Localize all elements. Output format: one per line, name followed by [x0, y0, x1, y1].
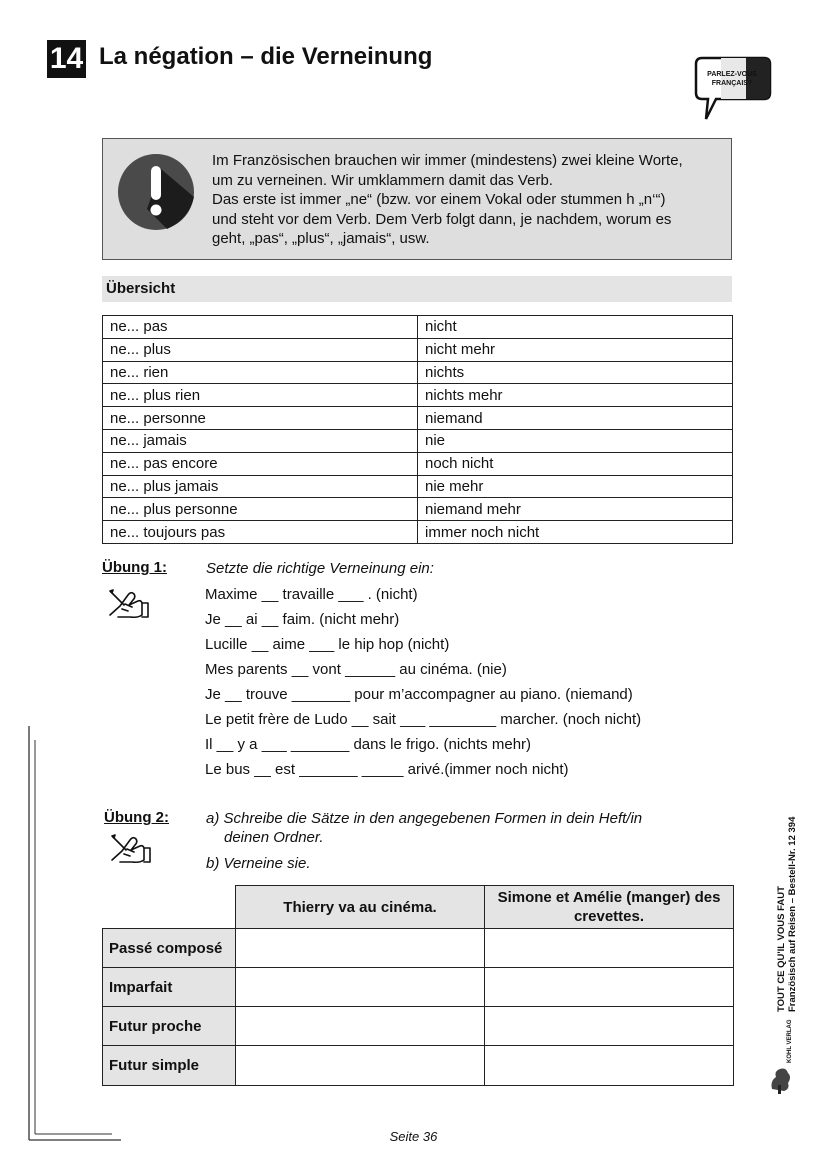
table-row: [103, 452, 733, 475]
table-cell: ne... personne: [103, 407, 418, 430]
table-row: [103, 407, 733, 430]
row-header: Futur simple: [103, 1046, 236, 1086]
table-row: [103, 429, 733, 452]
speech-bubble-icon: [694, 55, 772, 123]
exercise-sentence: Le petit frère de Ludo __ sait ___ ________ marcher. (noch nicht): [205, 711, 642, 728]
exercise2-label-text: Übung 2: [104, 809, 164, 826]
empty-corner-cell: [103, 886, 236, 929]
instruction-a-line1: a) Schreibe die Sätze in den angegebenen Formen in dein Heft/in: [206, 810, 643, 827]
table-cell: ne... plus jamais: [103, 475, 418, 498]
exercise-sentence: Mes parents __ vont ______ au cinéma. (nie): [205, 661, 507, 678]
side-line-2: Französisch auf Reisen – Bestell-Nr. 12 394: [787, 816, 798, 1012]
exercise-sentence: Il __ y a ___ _______ dans le frigo. (nichts mehr): [205, 736, 532, 753]
table-row: [103, 361, 733, 384]
table-row: [103, 316, 733, 339]
page-title: La négation – die Verneinung: [99, 43, 433, 70]
exercise1-instruction: Setzte die richtige Verneinung ein:: [206, 560, 434, 577]
exercise1-label-text: Übung 1: [102, 559, 162, 576]
table-row: [103, 384, 733, 407]
table-cell: ne... rien: [103, 361, 418, 384]
table-cell: ne... plus personne: [103, 498, 418, 521]
exercise-sentence: Maxime __ travaille ___ . (nicht): [205, 586, 418, 603]
publisher-name: KOHL VERLAG: [787, 1019, 793, 1063]
table-cell: nie: [418, 429, 733, 452]
table-cell: noch nicht: [418, 452, 733, 475]
exercise1-label: Übung 1:: [102, 559, 167, 576]
exercise2-instruction-b: b) Verneine sie.: [206, 855, 311, 872]
table-row: [103, 475, 733, 498]
speech-line-2: FRANÇAIS?: [711, 80, 753, 87]
info-line: geht, „pas“, „plus“, „jamais“, usw.: [212, 230, 430, 247]
row-header: Passé composé: [103, 929, 236, 968]
answer-cell[interactable]: [236, 1007, 485, 1046]
speech-line-1: PARLEZ-VOUS: [707, 71, 757, 78]
table-cell: ne... toujours pas: [103, 521, 418, 544]
table-cell: nie mehr: [418, 475, 733, 498]
speech-bubble-text: [699, 70, 765, 88]
table-row: [103, 1046, 734, 1086]
info-line: Das erste ist immer „ne“ (bzw. vor einem Vokal oder stummen h „n‘“): [212, 191, 666, 208]
exercise-sentence: Je __ ai __ faim. (nicht mehr): [205, 611, 400, 628]
exclamation-icon: [117, 153, 195, 231]
table-cell: nicht mehr: [418, 338, 733, 361]
answer-cell[interactable]: [485, 929, 734, 968]
answer-cell[interactable]: [236, 929, 485, 968]
info-line: um zu verneinen. Wir umklammern damit das Verb.: [212, 171, 553, 189]
answer-cell[interactable]: [236, 1046, 485, 1086]
table-cell: ne... plus rien: [103, 384, 418, 407]
info-line: Im Französischen brauchen wir immer (mindestens) zwei kleine Worte,: [212, 152, 683, 169]
exercise1-sentences: [205, 585, 641, 785]
table-header-row: [103, 886, 734, 929]
chapter-number: 14: [47, 40, 86, 78]
side-line-1: TOUT CE QU'IL VOUS FAUT: [776, 886, 787, 1012]
table-row: [103, 1007, 734, 1046]
exercise2-label: Übung 2:: [104, 809, 169, 826]
table-row: [103, 498, 733, 521]
table-row: [103, 521, 733, 544]
row-header: Imparfait: [103, 968, 236, 1007]
column-header: Simone et Amélie (manger) des crevettes.: [485, 886, 734, 929]
exercise-sentence: Le bus __ est _______ _____ arivé.(immer noch nicht): [205, 761, 569, 778]
table-cell: niemand: [418, 407, 733, 430]
page-number: Seite 36: [389, 1129, 438, 1144]
answer-cell[interactable]: [485, 968, 734, 1007]
answer-cell[interactable]: [485, 1007, 734, 1046]
table-cell: ne... pas: [103, 316, 418, 339]
overview-heading: Übersicht: [102, 276, 732, 302]
overview-table: [102, 315, 733, 544]
table-cell: nichts mehr: [418, 384, 733, 407]
table-cell: ne... jamais: [103, 429, 418, 452]
table-row: [103, 338, 733, 361]
table-cell: ne... plus: [103, 338, 418, 361]
table-row: [103, 968, 734, 1007]
table-row: [103, 929, 734, 968]
side-publication-info: [776, 817, 798, 1012]
instruction-a-line2: deinen Ordner.: [224, 829, 324, 846]
exercise-sentence: Je __ trouve _______ pour m’accompagner au piano. (niemand): [205, 686, 633, 703]
answer-cell[interactable]: [485, 1046, 734, 1086]
table-cell: nicht: [418, 316, 733, 339]
table-cell: ne... pas encore: [103, 452, 418, 475]
info-line: und steht vor dem Verb. Dem Verb folgt dann, je nachdem, worum es: [212, 210, 672, 228]
table-cell: immer noch nicht: [418, 521, 733, 544]
exercise2-table: [102, 885, 734, 1086]
writing-hand-icon: [108, 587, 150, 621]
answer-cell[interactable]: [236, 968, 485, 1007]
writing-hand-icon: [110, 832, 152, 866]
column-header: Thierry va au cinéma.: [236, 886, 485, 929]
table-cell: nichts: [418, 361, 733, 384]
exercise2-instruction-a: [206, 809, 642, 847]
info-text: [212, 151, 724, 249]
exercise-sentence: Lucille __ aime ___ le hip hop (nicht): [205, 636, 450, 653]
row-header: Futur proche: [103, 1007, 236, 1046]
table-cell: niemand mehr: [418, 498, 733, 521]
